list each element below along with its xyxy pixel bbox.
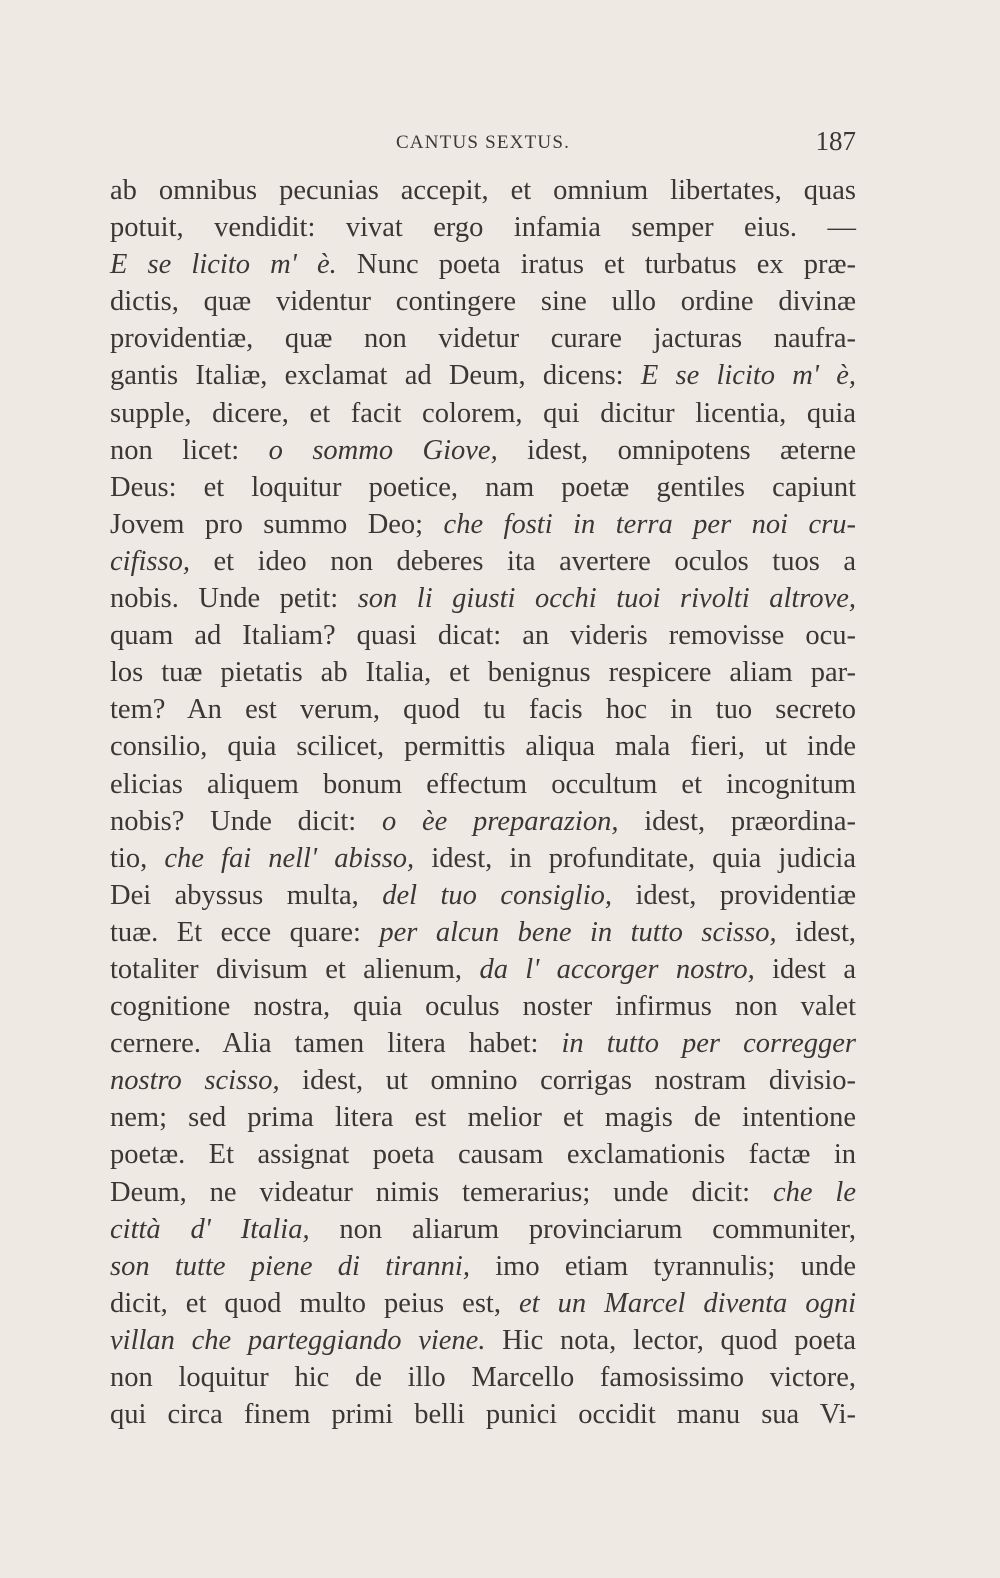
text-run: ab omnibus pecunias accepit, et omnium libertates, quas <box>110 175 856 206</box>
text-run: cognitione nostra, quia oculus noster infirmus non valet <box>110 991 856 1023</box>
text-run: nobis. Unde petit: <box>110 583 358 615</box>
text-run: idest, <box>776 916 857 948</box>
text-line <box>110 654 856 691</box>
text-line <box>110 357 856 394</box>
text-line <box>110 1359 856 1396</box>
text-line <box>110 1396 856 1433</box>
text-line <box>110 209 856 246</box>
text-run: los tuæ pietatis ab Italia, et benignus respicere aliam par- <box>110 657 856 689</box>
text-run: cernere. Alia tamen litera habet: <box>110 1028 562 1060</box>
text-run: nobis? Unde dicit: <box>110 805 382 837</box>
text-line <box>110 246 856 283</box>
text-run: Jovem pro summo Deo; <box>110 508 444 540</box>
text-run: idest, ut omnino corrigas nostram divisio- <box>279 1065 856 1097</box>
text-run: tio, <box>110 842 165 874</box>
text-run: idest a <box>754 953 856 985</box>
italic-quotation: del tuo consiglio, <box>382 879 612 911</box>
page-number: 187 <box>815 126 856 156</box>
text-line <box>110 951 856 988</box>
text-run: non aliarum provinciarum communiter, <box>309 1213 857 1245</box>
text-line <box>110 395 856 432</box>
text-line <box>110 1285 856 1322</box>
body-text <box>110 172 856 1433</box>
text-run: Nunc poeta iratus et turbatus ex præ- <box>336 249 856 281</box>
running-head <box>110 128 856 162</box>
text-line <box>110 914 856 951</box>
text-line <box>110 320 856 357</box>
text-line <box>110 840 856 877</box>
text-run: nem; sed prima litera est melior et magis de intentione <box>110 1102 856 1134</box>
italic-quotation: cifisso, <box>110 545 190 577</box>
text-run: Hic nota, lector, quod poeta <box>485 1324 856 1356</box>
text-run: idest, providentiæ <box>611 879 856 911</box>
text-line <box>110 506 856 543</box>
text-line <box>110 691 856 728</box>
text-line <box>110 283 856 320</box>
text-run: idest, in profunditate, quia judicia <box>414 842 856 874</box>
text-line <box>110 580 856 617</box>
text-run: potuit, vendidit: vivat ergo infamia semper eius. — <box>110 212 856 244</box>
italic-quotation: son li giusti occhi tuoi rivolti altrove, <box>357 583 856 615</box>
text-run: totaliter divisum et alienum, <box>110 953 480 985</box>
text-run: poetæ. Et assignat poeta causam exclamationis factæ in <box>110 1139 856 1171</box>
italic-quotation: che fosti in terra per noi cru- <box>443 508 856 540</box>
italic-quotation: son tutte piene di tiranni, <box>110 1250 470 1282</box>
text-line <box>110 617 856 654</box>
text-run: Deus: et loquitur poetice, nam poetæ gentiles capiunt <box>110 471 856 503</box>
text-run: Dei abyssus multa, <box>110 879 383 911</box>
text-line <box>110 766 856 803</box>
italic-quotation: E se licito m' è, <box>640 360 856 392</box>
text-line <box>110 543 856 580</box>
text-line <box>110 1248 856 1285</box>
text-run: tem? An est verum, quod tu facis hoc in tuo secreto <box>110 694 856 726</box>
text-run: elicias aliquem bonum effectum occultum et incognitum <box>110 768 856 800</box>
text-run: imo etiam tyrannulis; unde <box>469 1250 856 1282</box>
italic-quotation: in tutto per corregger <box>561 1028 856 1060</box>
text-run: idest, præordina- <box>618 805 856 837</box>
italic-quotation: et un Marcel diventa ogni <box>519 1287 856 1319</box>
italic-quotation: per alcun bene in tutto scisso, <box>379 916 777 948</box>
italic-quotation: città d' Italia, <box>110 1213 310 1245</box>
text-line <box>110 728 856 765</box>
text-run: gantis Italiæ, exclamat ad Deum, dicens: <box>110 360 641 392</box>
text-line <box>110 877 856 914</box>
italic-quotation: o èe preparazion, <box>381 805 619 837</box>
text-line <box>110 1174 856 1211</box>
text-line <box>110 803 856 840</box>
text-run: qui circa finem primi belli punici occidit manu sua Vi- <box>110 1399 856 1431</box>
text-run: non licet: <box>110 434 269 466</box>
text-run: idest, omnipotens æterne <box>497 434 856 466</box>
text-line <box>110 988 856 1025</box>
italic-quotation: o sommo Giove, <box>268 434 498 466</box>
text-line <box>110 1136 856 1173</box>
text-run: supple, dicere, et facit colorem, qui dicitur licentia, quia <box>110 397 856 429</box>
text-run: et ideo non deberes ita avertere oculos tuos a <box>189 545 856 577</box>
text-run: tuæ. Et ecce quare: <box>110 916 380 948</box>
italic-quotation: che fai nell' abisso, <box>164 842 415 874</box>
italic-quotation: E se licito m' è. <box>110 249 337 281</box>
text-line <box>110 172 856 209</box>
text-run: providentiæ, quæ non videtur curare jacturas naufra- <box>110 323 856 355</box>
text-run: dictis, quæ videntur contingere sine ullo ordine divinæ <box>110 286 856 318</box>
text-run: Deum, ne videatur nimis temerarius; unde dicit: <box>110 1176 773 1208</box>
text-run: quam ad Italiam? quasi dicat: an videris removisse ocu- <box>110 620 856 652</box>
text-line <box>110 469 856 506</box>
italic-quotation: villan che parteggiando viene. <box>110 1324 486 1356</box>
text-line <box>110 1099 856 1136</box>
text-line <box>110 1322 856 1359</box>
text-run: dicit, et quod multo peius est, <box>110 1287 519 1319</box>
running-title: CANTUS SEXTUS. <box>395 132 571 153</box>
italic-quotation: da l' accorger nostro, <box>479 953 755 985</box>
text-run: non loquitur hic de illo Marcello famosissimo victore, <box>110 1362 856 1393</box>
italic-quotation: che le <box>772 1176 856 1208</box>
text-line <box>110 1025 856 1062</box>
text-line <box>110 1062 856 1099</box>
italic-quotation: nostro scisso, <box>110 1065 280 1097</box>
text-line <box>110 1211 856 1248</box>
text-run: consilio, quia scilicet, permittis aliqua mala fieri, ut inde <box>110 731 856 763</box>
text-line <box>110 432 856 469</box>
